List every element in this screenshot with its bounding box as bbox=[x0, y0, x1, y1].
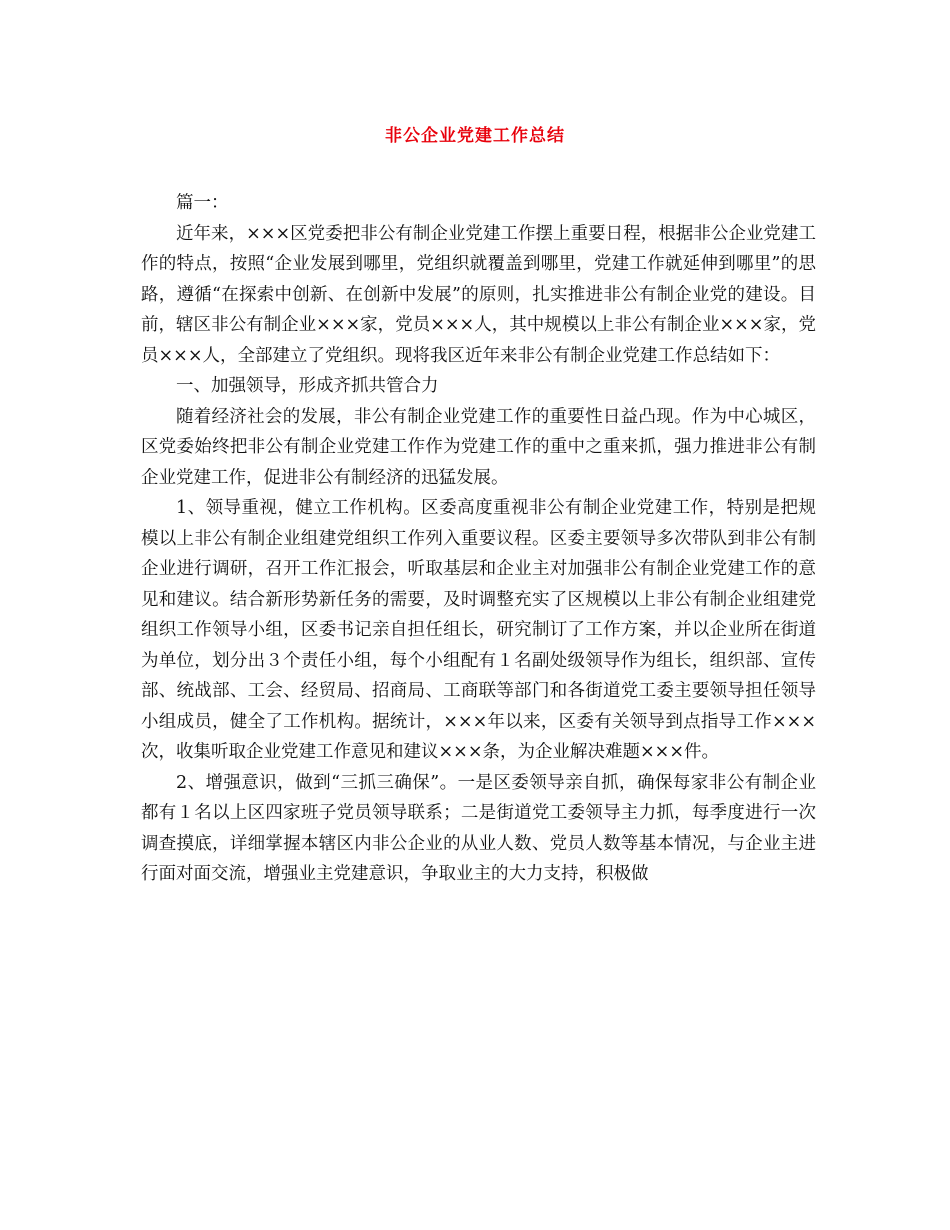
paragraph-item-1: 1、领导重视，健立工作机构。区委高度重视非公有制企业党建工作，特别是把规模以上非公有制企业组建党组织工作列入重要议程。区委主要领导多次带队到非公有制企业进行调研，召开工作汇报会，听取基层和企业主对加强非公有制企业党建工作的意见和建议。结合新形势新任务的需要，及时调整充实了区规模以上非公有制企业组建党组织工作领导小组，区委书记亲自担任组长，研究制订了工作方案，并以企业所在街道为单位，划分出３个责任小组，每个小组配有１名副处级领导作为组长，组织部、宣传部、统战部、工会、经贸局、招商局、工商联等部门和各街道党工委主要领导担任领导小组成员，健全了工作机构。据统计，×××年以来，区委有关领导到点指导工作×××次，收集听取企业党建工作意见和建议×××条，为企业解决难题×××件。 bbox=[141, 498, 816, 762]
document-body bbox=[141, 188, 816, 890]
paragraph-heading-1: 一、加强领导，形成齐抓共管合力 bbox=[176, 376, 439, 396]
paragraph-section-label: 篇一： bbox=[176, 193, 229, 213]
paragraph-intro: 近年来，×××区党委把非公有制企业党建工作摆上重要日程，根据非公企业党建工作的特点，按照“企业发展到哪里，党组织就覆盖到哪里，党建工作就延伸到哪里”的思路，遵循“在探索中创新、在创新中发展”的原则，扎实推进非公有制企业党的建设。目前，辖区非公有制企业×××家，党员×××人，其中规模以上非公有制企业×××家，党员×××人，全部建立了党组织。现将我区近年来非公有制企业党建工作总结如下： bbox=[141, 223, 816, 366]
paragraph-body: 随着经济社会的发展，非公有制企业党建工作的重要性日益凸现。作为中心城区，区党委始终把非公有制企业党建工作作为党建工作的重中之重来抓，强力推进非公有制企业党建工作，促进非公有制经济的迅猛发展。 bbox=[141, 406, 816, 488]
paragraph-item-2: 2、增强意识，做到“三抓三确保”。一是区委领导亲自抓，确保每家非公有制企业都有１名以上区四家班子党员领导联系；二是街道党工委领导主力抓，每季度进行一次调查摸底，详细掌握本辖区内非公企业的从业人数、党员人数等基本情况，与企业主进行面对面交流，增强业主党建意识，争取业主的大力支持，积极做 bbox=[141, 772, 816, 884]
document-title: 非公企业党建工作总结 bbox=[385, 126, 565, 146]
